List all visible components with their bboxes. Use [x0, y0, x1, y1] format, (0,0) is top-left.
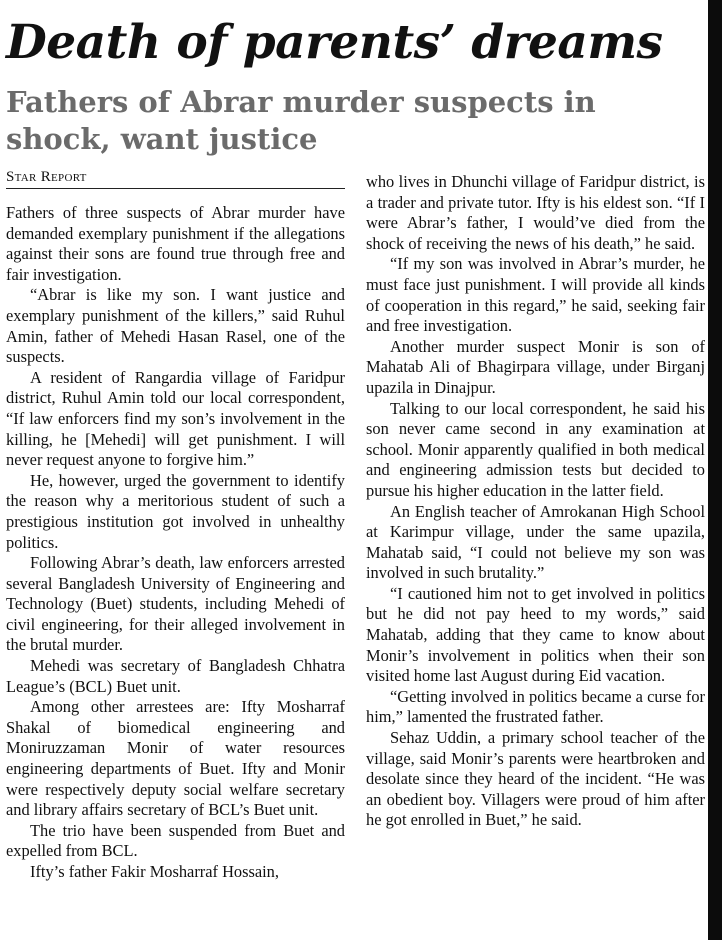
page-edge-bar — [708, 0, 722, 940]
paragraph: “Abrar is like my son. I want justice and exemplary punishment of the killers,” said Ruhul Amin, father of Mehedi Hasan Rasel, one of the suspects. — [6, 285, 345, 367]
subheadline: Fathers of Abrar murder suspects in shock, want justice — [6, 85, 596, 156]
paragraph: A resident of Rangardia village of Faridpur district, Ruhul Amin told our local correspondent, “If law enforcers find my son’s involvement in the killing, he [Mehedi] will get punishment. I will never request anyone to forgive him.” — [6, 367, 345, 470]
paragraph: Another murder suspect Monir is son of Mahatab Ali of Bhagirpara village, under Birganj upazila in Dinajpur. — [366, 336, 705, 397]
paragraph: Among other arrestees are: Ifty Mosharraf Shakal of biomedical engineering and Moniruzzaman Monir of water resources engineering departments of Buet. Ifty and Monir were respectively deputy social welfare secretary and library affairs secretary of BCL’s Buet unit. — [6, 697, 345, 820]
paragraph: An English teacher of Amrokanan High School at Karimpur village, under the same upazila, Mahatab said, “I could not believe my son was involved in such brutality.” — [366, 501, 705, 583]
paragraph-continuation: who lives in Dhunchi village of Faridpur district, is a trader and private tutor. Ifty is his eldest son. “If I were Abrar’s father, I would’ve died from the shock of receiving the news of his death,” he said. — [366, 172, 705, 253]
paragraph: The trio have been suspended from Buet and expelled from BCL. — [6, 820, 345, 861]
paragraph: Talking to our local correspondent, he said his son never came second in any examination at school. Monir apparently qualified in both medical and engineering admission tests but decided to pursue his higher education in the latter field. — [366, 398, 705, 500]
article-column-right — [366, 172, 705, 831]
byline: Star Report — [6, 168, 345, 189]
headline: Death of parents’ dreams — [6, 15, 663, 70]
paragraph: Mehedi was secretary of Bangladesh Chhatra League’s (BCL) Buet unit. — [6, 656, 345, 696]
article-column-left — [6, 203, 345, 883]
paragraph: Ifty’s father Fakir Mosharraf Hossain, — [30, 862, 279, 881]
paragraph: Sehaz Uddin, a primary school teacher of the village, said Monir’s parents were heartbroken and desolate since they heard of the incident. “He was an obedient boy. Villagers were proud of him after he got enrolled in Buet,” he said. — [366, 728, 705, 830]
paragraph: “Getting involved in politics became a curse for him,” lamented the frustrated father. — [366, 686, 705, 727]
paragraph: “I cautioned him not to get involved in politics but he did not pay heed to my words,” said Mahatab, adding that they came to know about Monir’s involvement in politics when their son visited home last August during Eid vacation. — [366, 583, 705, 686]
paragraph: He, however, urged the government to identify the reason why a meritorious student of such a prestigious institution got involved in unhealthy politics. — [6, 470, 345, 552]
paragraph: Following Abrar’s death, law enforcers arrested several Bangladesh University of Engineering and Technology (Buet) students, including Mehedi of civil engineering, for their alleged involvement in the brutal murder. — [6, 553, 345, 655]
paragraph: Fathers of three suspects of Abrar murder have demanded exemplary punishment if the allegations against their sons are found true through free and fair investigation. — [6, 203, 345, 284]
paragraph: “If my son was involved in Abrar’s murder, he must face just punishment. I will provide all kinds of cooperation in this regard,” he said, seeking fair and free investigation. — [366, 254, 705, 336]
